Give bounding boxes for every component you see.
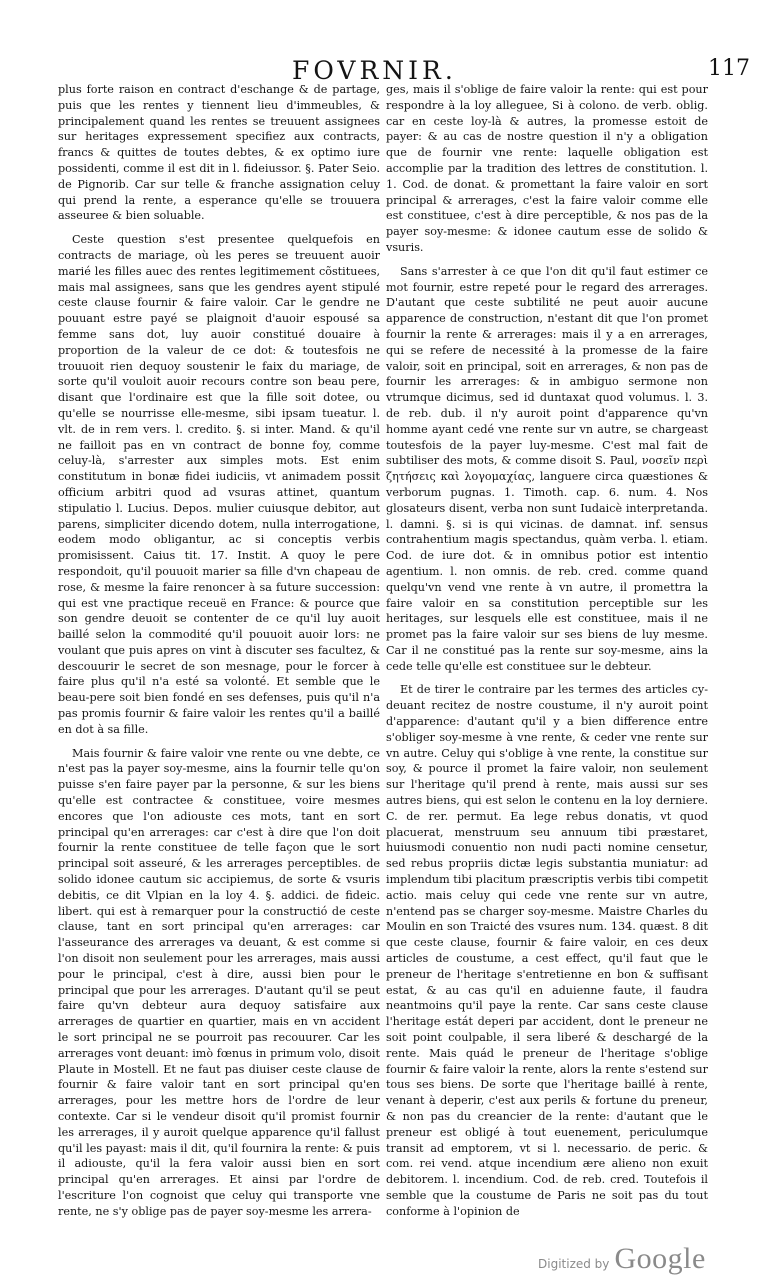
digitized-watermark (538, 1242, 706, 1276)
page-number: 117 (708, 56, 750, 81)
right-column (386, 82, 708, 1220)
paragraph: Mais fournir & faire valoir vne rente ou vne debte, ce n'est pas la payer soy-mesme, ains la fournir telle qu'on puisse s'en faire payer par la personne, & sur les biens qu'elle est contractee & constituee, voire mesmes encores que l'on adiouste ces mots, tant en sort principal qu'en arrerages: car c'est à dire que l'on doit fournir la rente constituee de telle façon que le sort principal soit asseuré, & les arrerages perceptibles. de solido idonee cautum sic accipiemus, de sorte & vsuris debitis, ce dit Vlpian en la loy 4. §. addici. de fideic. libert. qui est à remarquer pour la constructió de ceste clause, tant en sort principal qu'en arrerages: car l'asseurance des arrerages va deuant, & est comme si l'on disoit non seulement pour les arrerages, mais aussi pour le principal, c'est à dire, aussi bien pour le principal que pour les arrerages. D'autant qu'il se peut faire qu'vn debteur aura dequoy satisfaire aux arrerages de quartier en quartier, mais en vn accident le sort principal ne se pourroit pas recouurer. Car les arrerages vont deuant: imò fœnus in primum volo, disoit Plaute in Mostell. Et ne faut pas diuiser ceste clause de fournir & faire valoir tant en sort principal qu'en arrerages, pour les mettre hors de l'ordre de leur contexte. Car si le vendeur disoit qu'il promist fournir les arrerages, il y auroit quelque apparence qu'il fallust qu'il les payast: mais il dit, qu'il fournira la rente: & puis il adiouste, qu'il la fera valoir aussi bien en sort principal qu'en arrerages. Et ainsi par l'ordre de l'escriture l'on cognoist que celuy qui transporte vne rente, ne s'y oblige pas de payer soy-mesme les arrera- (58, 746, 380, 1218)
digitized-label: Digitized by (538, 1257, 610, 1271)
google-logo: Google (614, 1242, 706, 1275)
paragraph: Sans s'arrester à ce que l'on dit qu'il faut estimer ce mot fournir, estre repeté pour le regard des arrerages. D'autant que ceste subtilité ne peut auoir aucune apparence de construction, n'estant dit que l'on promet fournir la rente & arrerages: mais il y a en arrerages, qui se refere de necessité à la promesse de la faire valoir, soit en principal, soit en arrerages, & non pas de fournir les arrerages: & in ambiguo sermone non vtrumque dicimus, sed id duntaxat quod volumus. l. 3. de reb. dub. il n'y auroit point d'apparence qu'vn homme ayant cedé vne rente sur vn autre, se chargeast toutesfois de la payer luy-mesme. C'est mal fait de subtiliser des mots, & comme disoit S. Paul, νοσεῖν περὶ ζητήσεις καὶ λογομαχίας, languere circa quæstiones & verborum pugnas. 1. Timoth. cap. 6. num. 4. Nos glosateurs disent, verba non sunt Iudaicè interpretanda. l. damni. §. si is qui vicinas. de damnat. inf. sensus contrahentium magis spectandus, quàm verba. l. etiam. Cod. de iure dot. & in omnibus potior est intentio agentium. l. non omnis. de reb. cred. comme quand quelqu'vn vend vne rente à vn autre, il promettra la faire valoir en sa constitution perceptible sur les heritages, sur lesquels elle est constituee, mais il ne promet pas la faire valoir sur ses biens de luy mesme. Car il ne constitué pas la rente sur soy-mesme, ains la cede telle qu'elle est constituee sur le debteur. (386, 264, 708, 673)
page-title: FOVRNIR. (292, 56, 457, 85)
running-head (0, 54, 772, 84)
paragraph: plus forte raison en contract d'eschange & de partage, puis que les rentes y tiennent lieu d'immeubles, & principalement quand les rentes se treuuent assignees sur heritages expressement specifiez aux contracts, francs & quittes de toutes debtes, & ex optimo iure possidenti, comme il est dit in l. fideiussor. §. Pater Seio. de Pignorib. Car sur telle & franche assignation celuy qui prend la rente, a esperance qu'elle se trouuera asseuree & bien soluable. (58, 83, 380, 223)
paragraph: Et de tirer le contraire par les termes des articles cy-deuant recitez de nostre coustume, il n'y auroit point d'apparence: d'autant qu'il y a bien difference entre s'obliger soy-mesme à vne rente, & ceder vne rente sur vn autre. Celuy qui s'oblige à vne rente, la constitue sur soy, & pource il promet la faire valoir, non seulement sur l'heritage qu'il prend à rente, mais aussi sur ses autres biens, qui est selon le contenu en la loy derniere. C. de rer. permut. Ea lege rebus donatis, vt quod placuerat, menstruum seu annuum tibi præstaret, huiusmodi conuentio non nudi pacti nomine censetur, sed rebus propriis dictæ legis substantia muniatur: ad implendum tibi placitum præscriptis verbis tibi competit actio. mais celuy qui cede vne rente sur vn autre, n'entend pas se charger soy-mesme. Maistre Charles du Moulin en son Traicté des vsures num. 134. quæst. 8 dit que ceste clause, fournir & faire valoir, en ces deux articles de coustume, a cest effect, qu'il faut que le preneur de l'heritage s'entretienne en bon & suffisant estat, & au cas qu'il en aduienne faute, il faudra neantmoins qu'il paye la rente. Car sans ceste clause l'heritage estát deperi par accident, dont le preneur ne soit point coulpable, il sera liberé & deschargé de la rente. Mais quád le preneur de l'heritage s'oblige fournir & faire valoir la rente, alors la rente s'estend sur tous ses biens. De sorte que l'heritage baillé à rente, venant à deperir, c'est aux perils & fortune du preneur, & non pas du creancier de la rente: d'autant que le preneur est obligé à tout euenement, periculumque transit ad emptorem, vt si l. necessario. de peric. & com. rei vend. atque incendium ære alieno non exuit debitorem. l. incendium. Cod. de reb. cred. Toutefois il semble que la coustume de Paris ne soit pas du tout conforme à l'opinion de (386, 683, 708, 1218)
paragraph: ges, mais il s'oblige de faire valoir la rente: qui est pour respondre à la loy alleguee, Si à colono. de verb. oblig. car en ceste loy-là & autres, la promesse estoit de payer: & au cas de nostre question il n'y a obligation que de fournir vne rente: laquelle obligation est accomplie par la tradition des lettres de constitution. l. 1. Cod. de donat. & promettant la faire valoir en sort principal & arrerages, c'est la faire valoir comme elle est constituee, c'est à dire perceptible, & nos pas de la payer soy-mesme: & idonee cautum esse de solido & vsuris. (386, 83, 708, 254)
left-column (58, 82, 380, 1220)
paragraph: Ceste question s'est presentee quelquefois en contracts de mariage, où les peres se treuuent auoir marié les filles auec des rentes legitimement cõstituees, mais mal assignees, sans que les gendres ayent stipulé ceste clause fournir & faire valoir. Car le gendre ne pouuant estre payé se plaignoit d'auoir espousé sa femme sans dot, luy auoir constitué douaire à proportion de la valeur de ce dot: & toutesfois ne trouuoit rien dequoy soustenir le faix du mariage, de sorte qu'il vouloit auoir recours contre son beau pere, disant que l'ordinaire est que la fille soit dotee, ou qu'elle se nourrisse elle-mesme, sibi ipsam tueatur. l. vlt. de in rem vers. l. credito. §. si inter. Mand. & qu'il ne failloit pas en vn contract de bonne foy, comme celuy-là, s'arrester aux simples mots. Est enim constitutum in bonæ fidei iudiciis, vt animadem possit officium arbitri quod ad vsuras attinet, quantum stipulatio l. Lucius. Depos. mulier cuiusque debitor, aut parens, simpliciter dicendo dotem, nulla interrogatione, eodem modo obligantur, ac si conceptis verbis promisissent. Caius tit. 17. Instit. A quoy le pere respondoit, qu'il pouuoit marier sa fille d'vn chapeau de rose, & mesme la faire renoncer à sa future succession: qui est vne practique receuë en France: & pource que son gendre deuoit se contenter de ce qu'il luy auoit baillé selon la commodité qu'il pouuoit auoir lors: ne voulant que puis apres on vint à discuter ses facultez, & descouurir le secret de son mesnage, pour le forcer à faire plus qu'il n'a esté sa volonté. Et semble que le beau-pere soit bien fondé en ses defenses, puis qu'il n'a pas promis fournir & faire valoir les rentes qu'il a baillé en dot à sa fille. (58, 233, 380, 736)
